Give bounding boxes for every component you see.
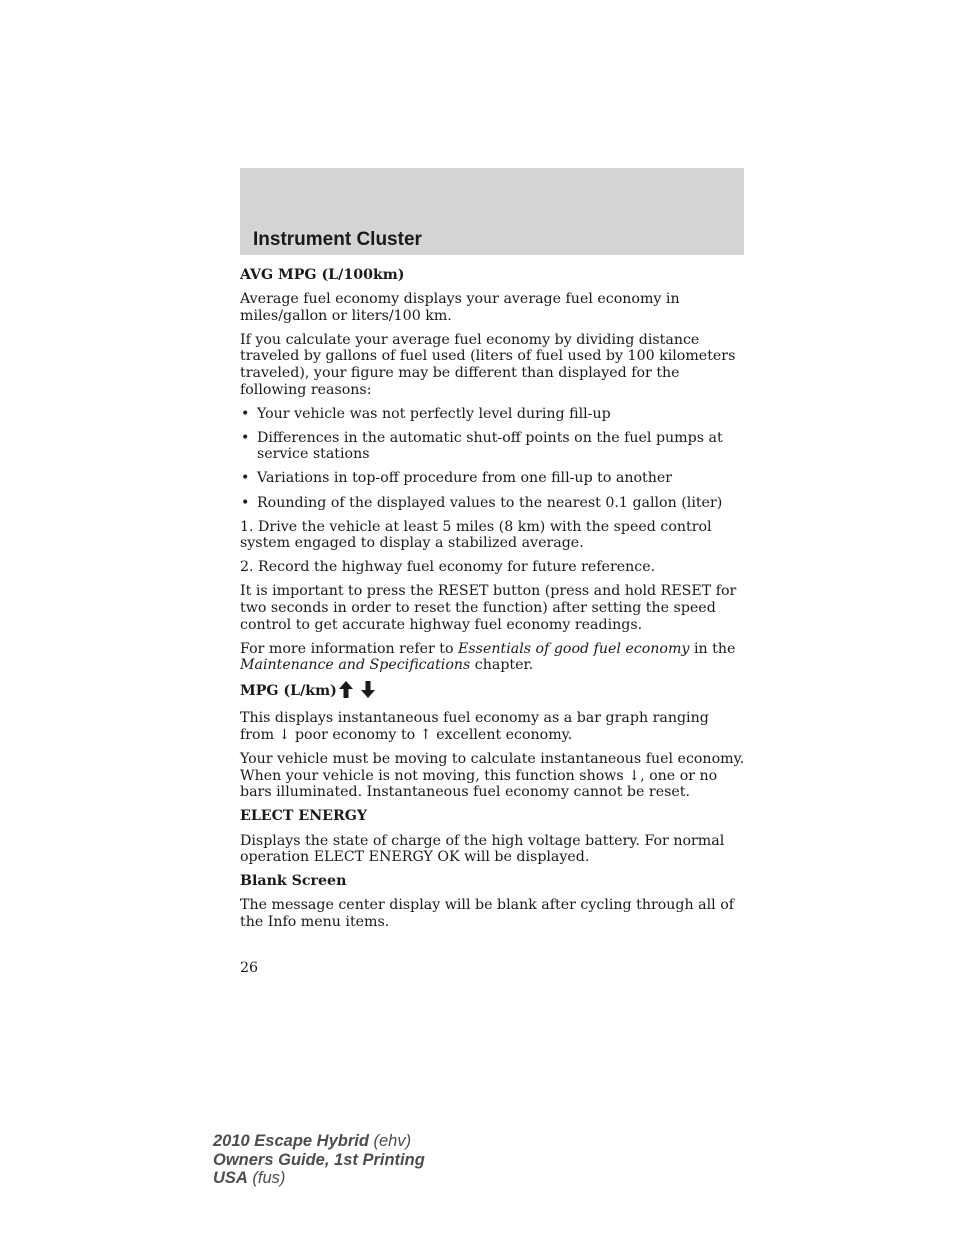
mpg-text-part: poor economy to <box>290 727 420 744</box>
heading-blank-screen: Blank Screen <box>240 873 347 890</box>
section-header-band <box>240 168 744 255</box>
list-item: • Your vehicle was not perfectly level during fill-up <box>240 406 746 423</box>
up-arrow-glyph: ↑ <box>419 727 432 744</box>
more-info-mid: in the <box>689 640 736 657</box>
list-item: • Rounding of the displayed values to the nearest 0.1 gallon (liter) <box>240 495 746 512</box>
paragraph-step-1: 1. Drive the vehicle at least 5 miles (8 km) with the speed control system engaged to display a stabilized average. <box>240 518 712 552</box>
more-info-suffix: chapter. <box>470 657 534 674</box>
page-content <box>240 267 746 938</box>
footer-model: 2010 Escape Hybrid <box>213 1132 369 1150</box>
footer-line-2 <box>213 1151 425 1170</box>
section-title: Instrument Cluster <box>253 229 422 250</box>
mpg-text-part: Your vehicle must be moving to calculate instantaneous fuel economy. When your vehicle is not moving, this function shows <box>240 751 745 784</box>
arrow-down-icon <box>361 681 375 703</box>
paragraph-more-info <box>240 641 746 674</box>
down-arrow-glyph: ↓ <box>628 767 641 784</box>
footer-market: USA <box>213 1169 248 1188</box>
list-item: • Variations in top-off procedure from one fill-up to another <box>240 470 746 487</box>
paragraph-blank-screen: The message center display will be blank after cycling through all of the Info menu items. <box>240 897 734 930</box>
heading-elect-energy: ELECT ENERGY <box>240 808 368 825</box>
heading-avg-mpg: AVG MPG (L/100km) <box>240 267 405 283</box>
footer-model-code: (ehv) <box>368 1132 412 1150</box>
list-item: • Differences in the automatic shut-off points on the fuel pumps at service stations <box>240 430 746 463</box>
down-arrow-glyph: ↓ <box>278 727 291 744</box>
paragraph-reset-note: It is important to press the RESET button (press and hold RESET for two seconds in order to reset the function) after setting the speed control to get accurate highway fuel economy readings. <box>240 583 737 633</box>
paragraph-mpg-bar-graph <box>240 710 746 743</box>
footer-market-code: (fus) <box>247 1169 286 1188</box>
reference-fuel-economy: Essentials of good fuel economy <box>458 640 690 657</box>
heading-mpg <box>240 681 746 703</box>
document-footer <box>213 1132 425 1188</box>
heading-mpg-label: MPG (L/km) <box>240 683 337 700</box>
paragraph-avg-mpg-calc: If you calculate your average fuel economy by dividing distance traveled by gallons of fuel used (liters of fuel used by 100 kilometers traveled), your figure may be different than displayed for the following reasons: <box>240 331 736 398</box>
more-info-prefix: For more information refer to <box>240 640 459 657</box>
footer-line-1 <box>213 1132 425 1151</box>
page-number: 26 <box>240 960 259 976</box>
footer-line-3 <box>213 1169 425 1188</box>
paragraph-step-2: 2. Record the highway fuel economy for future reference. <box>240 559 656 576</box>
mpg-text-part: excellent economy. <box>431 727 573 744</box>
paragraph-avg-mpg-intro: Average fuel economy displays your average fuel economy in miles/gallon or liters/100 km. <box>240 291 680 324</box>
arrow-up-icon <box>339 681 353 703</box>
reference-maintenance-chapter: Maintenance and Specifications <box>240 657 471 674</box>
footer-edition: Owners Guide, 1st Printing <box>213 1150 425 1169</box>
paragraph-elect-energy: Displays the state of charge of the high voltage battery. For normal operation ELECT ENERGY OK will be displayed. <box>240 832 725 866</box>
reasons-list <box>240 406 746 511</box>
paragraph-mpg-moving <box>240 751 746 801</box>
mpg-text-part: , one or no bars illuminated. Instantaneous fuel economy cannot be reset. <box>240 767 718 801</box>
mpg-text-part: This displays instantaneous fuel economy as a bar graph ranging from <box>240 710 709 744</box>
